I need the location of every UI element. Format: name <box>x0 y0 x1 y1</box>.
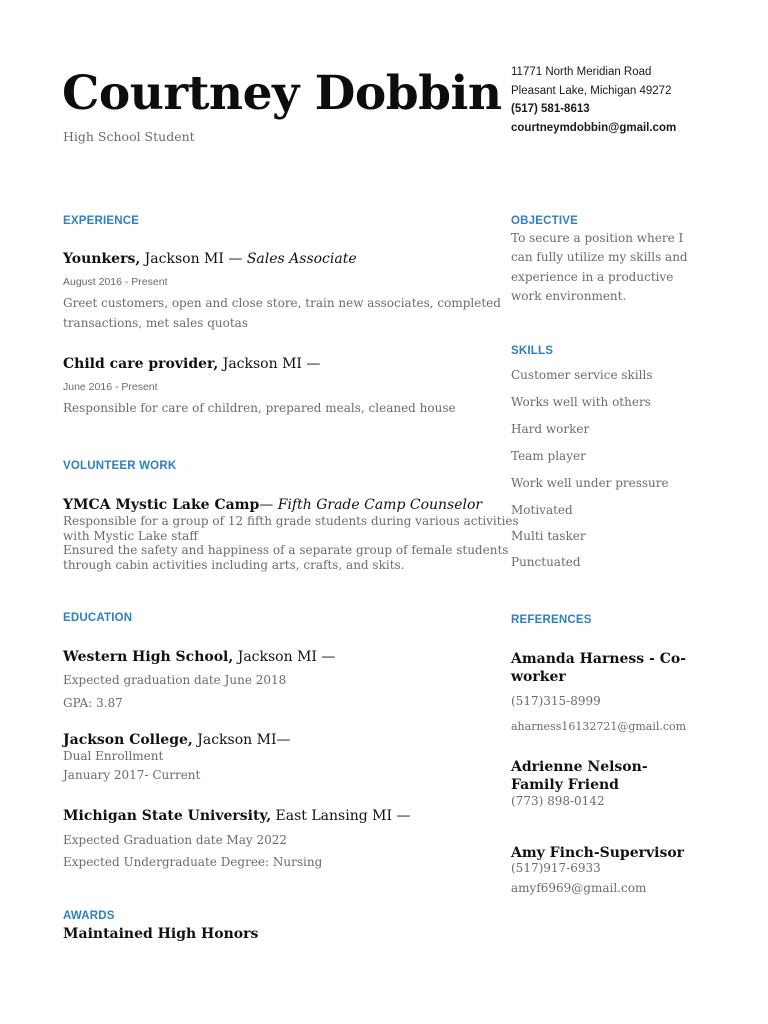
references-heading: REFERENCES <box>511 614 592 626</box>
skill-item: Punctuated <box>511 555 581 569</box>
skills-heading: SKILLS <box>511 345 554 357</box>
school-detail: Expected graduation date June 2018 <box>63 673 287 687</box>
skill-item: Works well with others <box>511 395 651 409</box>
reference-name-line: Adrienne Nelson- <box>511 759 648 775</box>
school-detail: Expected Undergraduate Degree: Nursing <box>63 855 323 869</box>
reference-name <box>511 758 648 794</box>
job-description-line: Responsible for care of children, prepared meals, cleaned house <box>63 401 456 415</box>
experience-heading: EXPERIENCE <box>63 215 140 227</box>
school-title-line <box>63 808 410 824</box>
reference-phone: (517)917-6933 <box>511 861 601 875</box>
reference-email: aharness16132721@gmail.com <box>511 720 687 733</box>
reference-name-line: Amanda Harness - Co- <box>511 651 687 667</box>
reference-email: amyf6969@gmail.com <box>511 881 647 895</box>
reference-name-line: worker <box>511 669 566 685</box>
skill-item: Team player <box>511 449 586 463</box>
skill-item: Work well under pressure <box>511 476 669 490</box>
objective-text <box>511 229 688 306</box>
employer: Child care provider, <box>63 356 219 372</box>
job-location: Jackson MI — <box>140 251 247 267</box>
school-detail: GPA: 3.87 <box>63 696 123 710</box>
volunteer-description <box>63 514 519 572</box>
school-title-line <box>63 649 335 665</box>
reference-name-line: Amy Finch-Supervisor <box>511 845 685 861</box>
reference-phone: (517)315-8999 <box>511 694 601 708</box>
volunteer-line: with Mystic Lake staff <box>63 528 198 543</box>
objective-line: experience in a productive <box>511 269 674 284</box>
school-location: Jackson MI— <box>192 732 291 748</box>
contact-block <box>511 63 676 137</box>
awards-heading: AWARDS <box>63 910 115 922</box>
volunteer-line: Ensured the safety and happiness of a separate group of female students <box>63 543 509 557</box>
job-role: Sales Associate <box>246 251 357 267</box>
tagline: High School Student <box>63 129 195 144</box>
job-description-line: transactions, met sales quotas <box>63 315 248 330</box>
address-line-1: 11771 North Meridian Road <box>511 66 652 78</box>
job-title-line <box>63 356 320 372</box>
reference-name <box>511 844 684 862</box>
volunteer-line: Responsible for a group of 12 fifth grade students during various activities <box>63 514 519 528</box>
volunteer-title-line <box>63 497 482 513</box>
job-description <box>63 399 456 419</box>
volunteer-heading: VOLUNTEER WORK <box>63 460 177 472</box>
phone: (517) 581-8613 <box>511 103 590 116</box>
volunteer-role: Fifth Grade Camp Counselor <box>277 497 483 513</box>
reference-phone: (773) 898-0142 <box>511 794 605 808</box>
objective-line: To secure a position where I <box>511 231 684 245</box>
candidate-name: Courtney Dobbin <box>62 66 502 121</box>
objective-line: work environment. <box>511 288 627 303</box>
education-heading: EDUCATION <box>63 612 133 624</box>
objective-line: can fully utilize my skills and <box>511 250 688 265</box>
school-location: East Lansing MI — <box>271 808 411 824</box>
job-description <box>63 294 501 333</box>
job-dates: June 2016 - Present <box>63 381 158 393</box>
school-title-line <box>63 732 290 748</box>
job-dates: August 2016 - Present <box>63 276 168 288</box>
address-line-2: Pleasant Lake, Michigan 49272 <box>511 84 672 97</box>
objective-heading: OBJECTIVE <box>511 215 578 227</box>
skill-item: Hard worker <box>511 422 590 436</box>
skill-item: Multi tasker <box>511 529 586 543</box>
employer: Younkers, <box>63 251 141 267</box>
school-location: Jackson MI — <box>233 649 336 665</box>
volunteer-dash: — <box>259 497 278 513</box>
job-location: Jackson MI — <box>218 356 321 372</box>
school-name: Western High School, <box>63 649 234 665</box>
skill-item: Customer service skills <box>511 368 653 382</box>
reference-name-line: Family Friend <box>511 777 619 793</box>
job-description-line: Greet customers, open and close store, train new associates, completed <box>63 296 501 310</box>
school-detail: Dual Enrollment <box>63 749 164 763</box>
volunteer-line: through cabin activities including arts, crafts, and skits. <box>63 557 405 572</box>
award-item <box>63 926 258 942</box>
reference-name <box>511 650 686 686</box>
award-text: Maintained High Honors <box>63 926 259 942</box>
school-name: Jackson College, <box>63 732 193 748</box>
email: courtneymdobbin@gmail.com <box>511 121 677 134</box>
school-name: Michigan State University, <box>63 808 272 824</box>
school-detail: Expected Graduation date May 2022 <box>63 833 288 847</box>
skill-item: Motivated <box>511 503 573 517</box>
volunteer-org: YMCA Mystic Lake Camp <box>63 497 260 513</box>
school-detail: January 2017- Current <box>63 768 201 782</box>
job-title-line <box>63 251 357 267</box>
